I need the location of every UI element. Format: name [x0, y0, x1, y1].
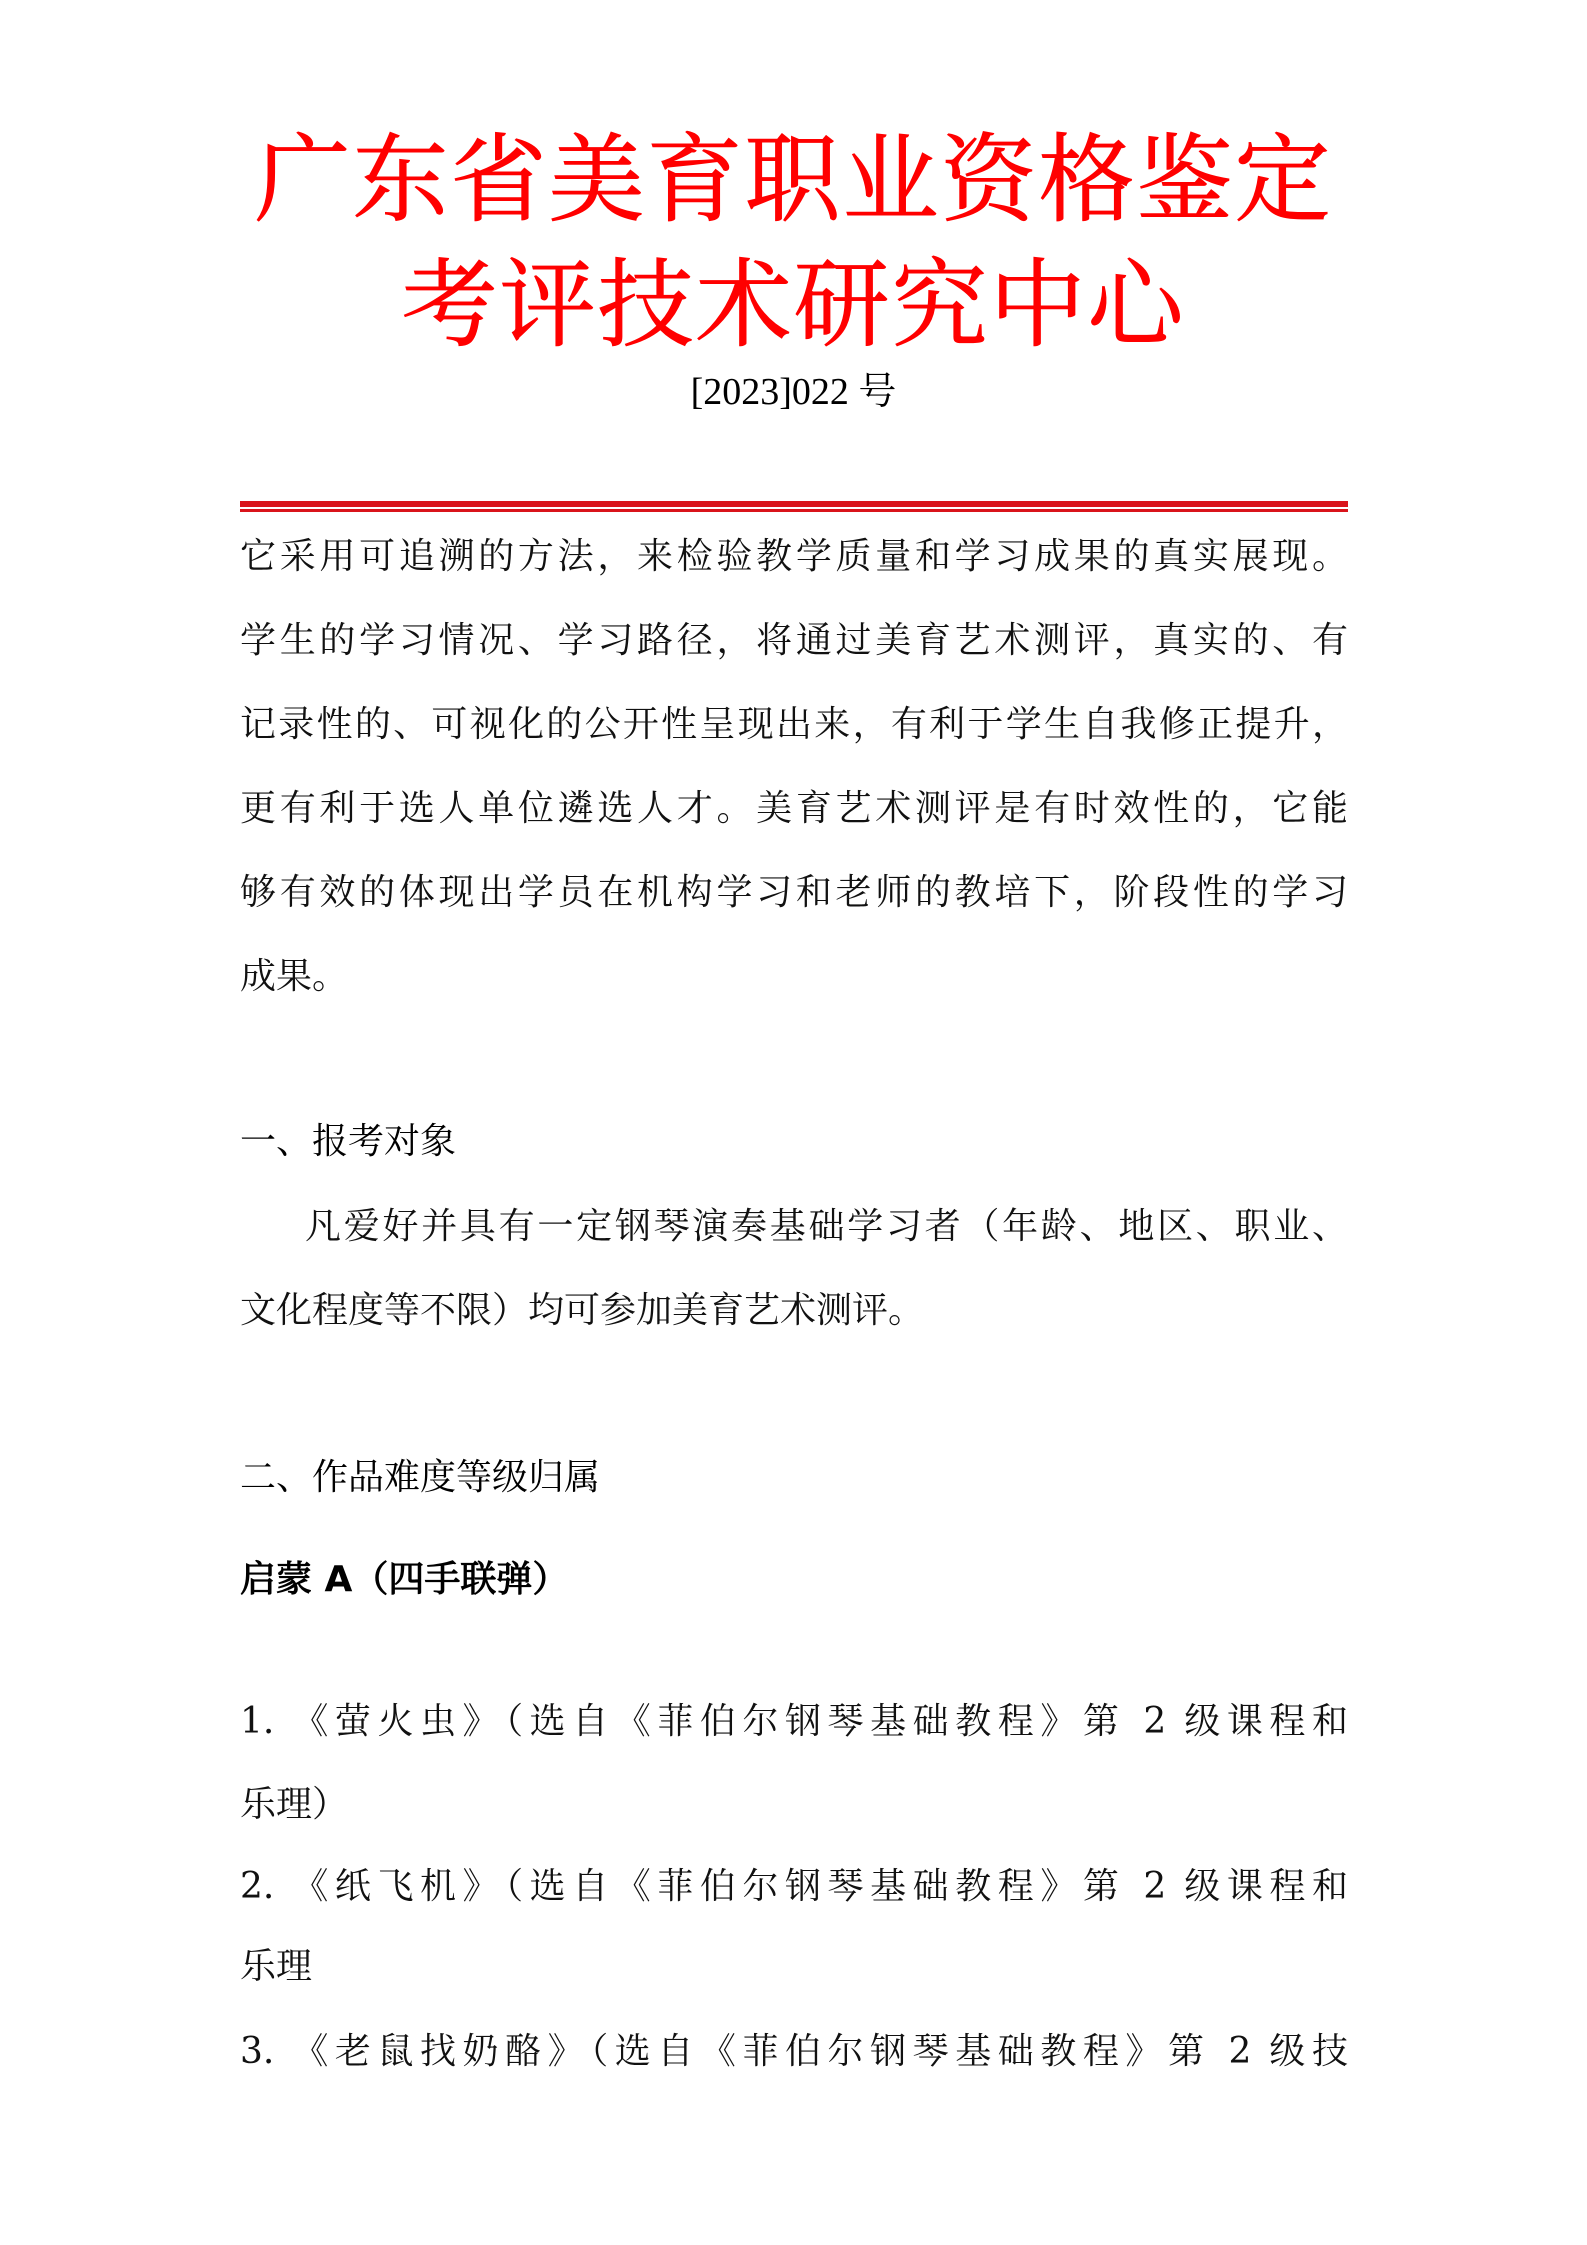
letterhead-title-line-1: 广东省美育职业资格鉴定	[254, 124, 1333, 236]
piece-list-item: 3. 《老鼠找奶酪》（选自《菲伯尔钢琴基础教程》第 2 级技	[240, 2031, 1348, 2072]
intro-line: 够有效的体现出学员在机构学习和老师的教培下，阶段性的学习	[240, 872, 1348, 913]
piece-list-item-continuation: 乐理）	[240, 1784, 349, 1825]
section-heading-difficulty-levels: 二、作品难度等级归属	[240, 1457, 601, 1498]
piece-list-item: 1. 《萤火虫》（选自《菲伯尔钢琴基础教程》第 2 级课程和	[240, 1701, 1348, 1742]
piece-list-item: 2. 《纸飞机》（选自《菲伯尔钢琴基础教程》第 2 级课程和	[240, 1866, 1348, 1907]
red-divider-thin	[240, 509, 1348, 512]
piece-list-item-continuation: 乐理	[240, 1946, 313, 1987]
section-1-line: 凡爱好并具有一定钢琴演奏基础学习者（年龄、地区、职业、	[305, 1206, 1348, 1247]
intro-line: 成果。	[240, 956, 349, 997]
level-subheading: 启蒙 A（四手联弹）	[240, 1559, 569, 1600]
section-1-line: 文化程度等不限）均可参加美育艺术测评。	[240, 1290, 925, 1331]
letterhead-title-line-2: 考评技术研究中心	[401, 249, 1186, 361]
intro-line: 更有利于选人单位遴选人才。美育艺术测评是有时效性的，它能	[240, 788, 1348, 829]
section-heading-eligibility: 一、报考对象	[240, 1121, 457, 1162]
intro-line: 学生的学习情况、学习路径，将通过美育艺术测评，真实的、有	[240, 620, 1348, 661]
intro-line: 它采用可追溯的方法，来检验教学质量和学习成果的真实展现。	[240, 536, 1348, 577]
intro-line: 记录性的、可视化的公开性呈现出来，有利于学生自我修正提升，	[240, 704, 1348, 745]
document-number: [2023]022 号	[690, 371, 897, 413]
red-divider-thick	[240, 501, 1348, 507]
